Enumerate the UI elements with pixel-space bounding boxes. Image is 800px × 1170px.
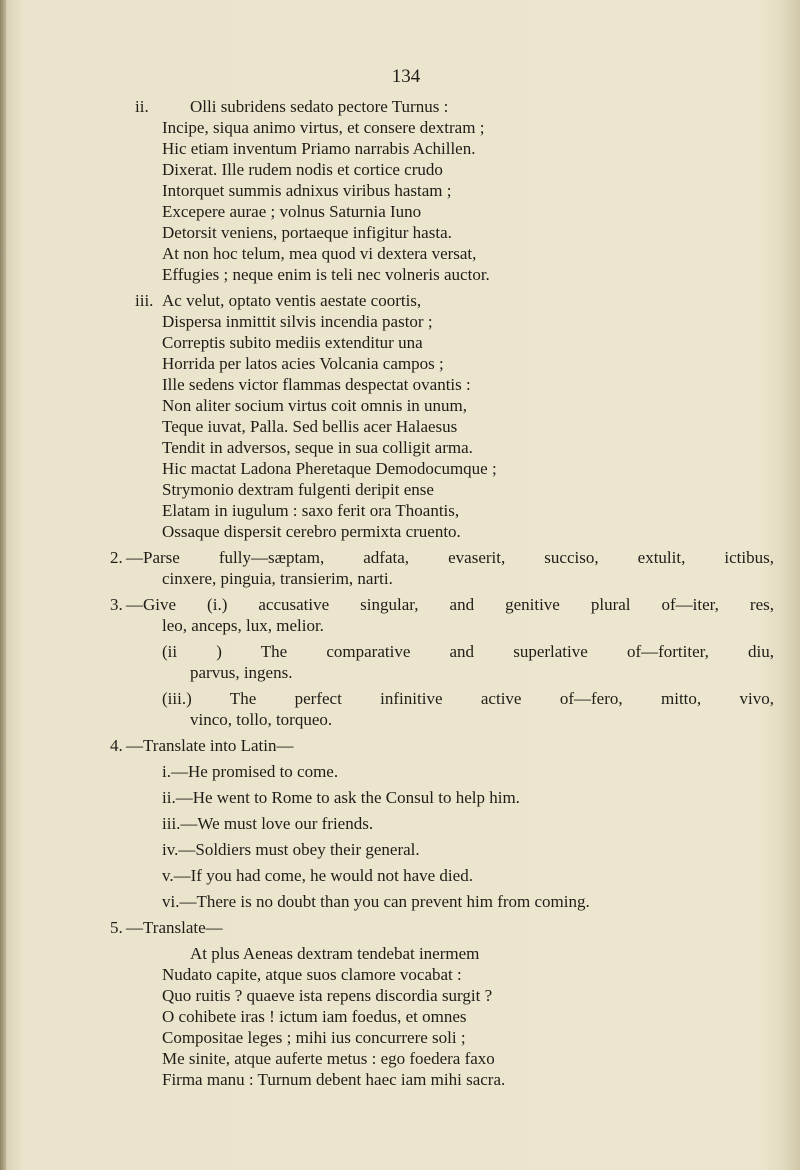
verse-line: Elatam in iugulum : saxo ferit ora Thoantis,	[162, 501, 460, 520]
question-5-heading: —Translate—	[126, 918, 223, 937]
translation-item: iii.—We must love our friends.	[162, 814, 374, 833]
question-2-line-2: cinxere, pinguia, transierim, narti.	[162, 569, 393, 588]
translation-item: i.—He promised to come.	[162, 762, 339, 781]
verse-line: Firma manu : Turnum debent haec iam mihi sacra.	[162, 1070, 506, 1089]
section-number-iii: iii.	[135, 291, 154, 310]
question-3-iii-line-2: vinco, tollo, torqueo.	[190, 710, 333, 729]
verse-line: Quo ruitis ? quaeve ista repens discordia surgit ?	[162, 986, 493, 1005]
verse-line: Ac velut, optato ventis aestate coortis,	[162, 291, 422, 310]
verse-line: Horrida per latos acies Volcania campos ;	[162, 354, 444, 373]
verse-line: Nudato capite, atque suos clamore vocabat :	[162, 965, 462, 984]
verse-line: Hic mactat Ladona Pheretaque Demodocumque ;	[162, 459, 497, 478]
verse-line: Dixerat. Ille rudem nodis et cortice crudo	[162, 160, 443, 179]
verse-line: Intorquet summis adnixus viribus hastam ;	[162, 181, 452, 200]
verse-line: At plus Aeneas dextram tendebat inermem	[190, 944, 480, 963]
question-number-4: 4.	[110, 736, 123, 755]
verse-line: Tendit in adversos, seque in sua colligit arma.	[162, 438, 473, 457]
question-number-3: 3.	[110, 595, 123, 614]
verse-line: Ossaque dispersit cerebro permixta cruento.	[162, 522, 461, 541]
verse-line: Detorsit veniens, portaeque infigitur hasta.	[162, 223, 452, 242]
translation-item: ii.—He went to Rome to ask the Consul to help him.	[162, 788, 520, 807]
translation-item: iv.—Soldiers must obey their general.	[162, 840, 420, 859]
page-binding-edge	[0, 0, 6, 1170]
verse-line: Compositae leges ; mihi ius concurrere soli ;	[162, 1028, 466, 1047]
verse-line: Excepere aurae ; volnus Saturnia Iuno	[162, 202, 422, 221]
translation-item: v.—If you had come, he would not have died.	[162, 866, 473, 885]
verse-line: Dispersa inmittit silvis incendia pastor ;	[162, 312, 433, 331]
verse-line: Strymonio dextram fulgenti deripit ense	[162, 480, 434, 499]
section-number-ii: ii.	[135, 97, 149, 116]
question-number-2: 2.	[110, 548, 123, 567]
translation-item: vi.—There is no doubt than you can prevent him from coming.	[162, 892, 590, 911]
question-number-5: 5.	[110, 918, 123, 937]
verse-line: Teque iuvat, Palla. Sed bellis acer Halaesus	[162, 417, 458, 436]
verse-line: Me sinite, atque auferte metus : ego foedera faxo	[162, 1049, 495, 1068]
verse-line: Correptis subito mediis extenditur una	[162, 333, 423, 352]
question-3-ii-line-2: parvus, ingens.	[190, 663, 293, 682]
question-3-ii-line-1: (ii ) The comparative and superlative of—fortiter, diu,	[162, 642, 774, 661]
question-4-heading: —Translate into Latin—	[126, 736, 294, 755]
verse-line: Ille sedens victor flammas despectat ovantis :	[162, 375, 471, 394]
question-2-line-1: —Parse fully—sæptam, adfata, evaserit, succiso, extulit, ictibus,	[126, 548, 774, 567]
verse-line: Incipe, siqua animo virtus, et consere dextram ;	[162, 118, 485, 137]
verse-line: Effugies ; neque enim is teli nec volneris auctor.	[162, 265, 490, 284]
verse-line: Hic etiam inventum Priamo narrabis Achillen.	[162, 139, 476, 158]
question-3-iii-line-1: (iii.) The perfect infinitive active of—fero, mitto, vivo,	[162, 689, 774, 708]
question-3-line-2: leo, anceps, lux, melior.	[162, 616, 324, 635]
verse-line: O cohibete iras ! ictum iam foedus, et omnes	[162, 1007, 467, 1026]
page-number: 134	[391, 66, 421, 87]
verse-line: Non aliter socium virtus coit omnis in unum,	[162, 396, 468, 415]
question-3-line-1: —Give (i.) accusative singular, and genitive plural of—iter, res,	[126, 595, 774, 614]
verse-line: At non hoc telum, mea quod vi dextera versat,	[162, 244, 477, 263]
verse-line: Olli subridens sedato pectore Turnus :	[190, 97, 449, 116]
